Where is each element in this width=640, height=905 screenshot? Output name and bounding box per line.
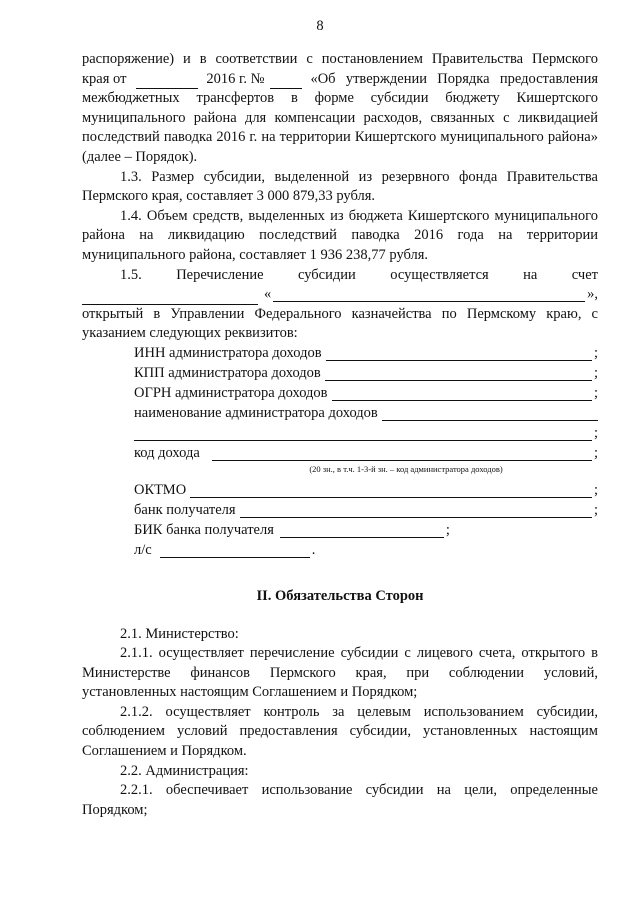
income-code-row xyxy=(134,444,598,464)
kpp-row xyxy=(134,364,598,384)
intro-line-2 xyxy=(82,70,598,90)
account-period: . xyxy=(311,542,316,559)
income-code-field xyxy=(212,446,592,461)
bik-label: БИК банка получателя xyxy=(134,522,274,539)
bank-semicolon: ; xyxy=(593,502,598,519)
intro-line-2-b: 2016 г. № xyxy=(206,70,265,87)
paragraph-1-4: 1.4. Объем средств, выделенных из бюджета Кишертского муниципального района на ликвидацию последствий паводка 2016 года на территории муниципального района, составляет 1 936 238,77 рубля. xyxy=(82,207,598,263)
kpp-label: КПП администратора доходов xyxy=(134,365,321,382)
intro-line-1: распоряжение) и в соответствии с постановлением Правительства Пермского xyxy=(82,51,598,67)
name-field xyxy=(382,406,598,421)
open-quote: « xyxy=(264,286,272,303)
inn-semicolon: ; xyxy=(593,345,598,362)
date-blank xyxy=(136,74,198,89)
bik-row xyxy=(134,521,598,541)
bank-name-blank xyxy=(273,287,585,302)
name-field-continued xyxy=(134,426,592,441)
ogrn-row xyxy=(134,384,598,404)
section-2-title: II. Обязательства Сторон xyxy=(256,587,424,604)
number-blank xyxy=(270,74,302,89)
bik-semicolon: ; xyxy=(445,522,450,539)
paragraph-2-2: 2.2. Администрация: xyxy=(120,762,249,779)
paragraph-2-1-2: 2.1.2. осуществляет контроль за целевым использованием субсидии, соблюдением условий предоставления субсидии, установленных настоящим Соглашением и Порядком. xyxy=(82,703,598,760)
ogrn-label: ОГРН администратора доходов xyxy=(134,385,328,402)
paragraph-2-1-1: 2.1.1. осуществляет перечисление субсидии с лицевого счета, открытого в Министерстве финансов Пермского края, при соблюдении условий, установленных настоящим Соглашением и Порядком; xyxy=(82,645,598,701)
account-line xyxy=(82,285,598,305)
intro-line-2-c: «Об утверждении Порядка предоставления xyxy=(310,70,598,87)
oktmo-row xyxy=(134,481,598,501)
document-body xyxy=(82,50,598,820)
bank-label: банк получателя xyxy=(134,502,236,519)
paragraph-1-5-rest: открытый в Управлении Федерального казначейства по Пермскому краю, с указанием следующих реквизитов: xyxy=(82,305,598,342)
paragraph-1-3: 1.3. Размер субсидии, выделенной из резервного фонда Правительства Пермского края, составляет 3 000 879,33 рубля. xyxy=(82,168,598,205)
requisites-block xyxy=(134,344,598,561)
bank-field xyxy=(240,503,592,518)
account-row xyxy=(134,541,598,561)
name-label: наименование администратора доходов xyxy=(134,405,378,422)
income-code-note: (20 зн., в т.ч. 1-3-й зн. – код администратора доходов) xyxy=(309,463,503,474)
name-row xyxy=(134,404,598,424)
oktmo-field xyxy=(190,483,592,498)
ogrn-semicolon: ; xyxy=(593,385,598,402)
close-quote: », xyxy=(587,286,598,303)
ogrn-field xyxy=(332,386,592,401)
income-code-semicolon: ; xyxy=(593,445,598,462)
paragraph-2-2-1: 2.2.1. обеспечивает использование субсидии на цели, определенные Порядком; xyxy=(82,782,598,818)
account-field xyxy=(160,543,310,558)
name-continuation-row xyxy=(134,424,598,444)
inn-row xyxy=(134,344,598,364)
paragraph-2-1: 2.1. Министерство: xyxy=(120,625,239,642)
name-semicolon: ; xyxy=(593,425,598,442)
bik-field xyxy=(280,523,444,538)
account-label: л/с xyxy=(134,542,152,559)
paragraph-1-5-line-1: 1.5. Перечисление субсидии осуществляется на счет xyxy=(120,266,598,283)
income-code-label: код дохода xyxy=(134,445,200,462)
oktmo-semicolon: ; xyxy=(593,482,598,499)
bank-row xyxy=(134,501,598,521)
kpp-semicolon: ; xyxy=(593,365,598,382)
account-number-blank xyxy=(82,290,258,305)
intro-line-2-a: края от xyxy=(82,70,127,87)
intro-rest: межбюджетных трансфертов в форме субсидии бюджету Кишертского муниципального района для компенсации расходов, связанных с ликвидацией последствий паводка 2016 г. на территории Кишертского муниципального района» (далее – Порядок). xyxy=(82,90,598,165)
kpp-field xyxy=(325,366,592,381)
inn-label: ИНН администратора доходов xyxy=(134,345,322,362)
oktmo-label: ОКТМО xyxy=(134,482,187,499)
page-number: 8 xyxy=(316,18,324,34)
inn-field xyxy=(326,346,592,361)
